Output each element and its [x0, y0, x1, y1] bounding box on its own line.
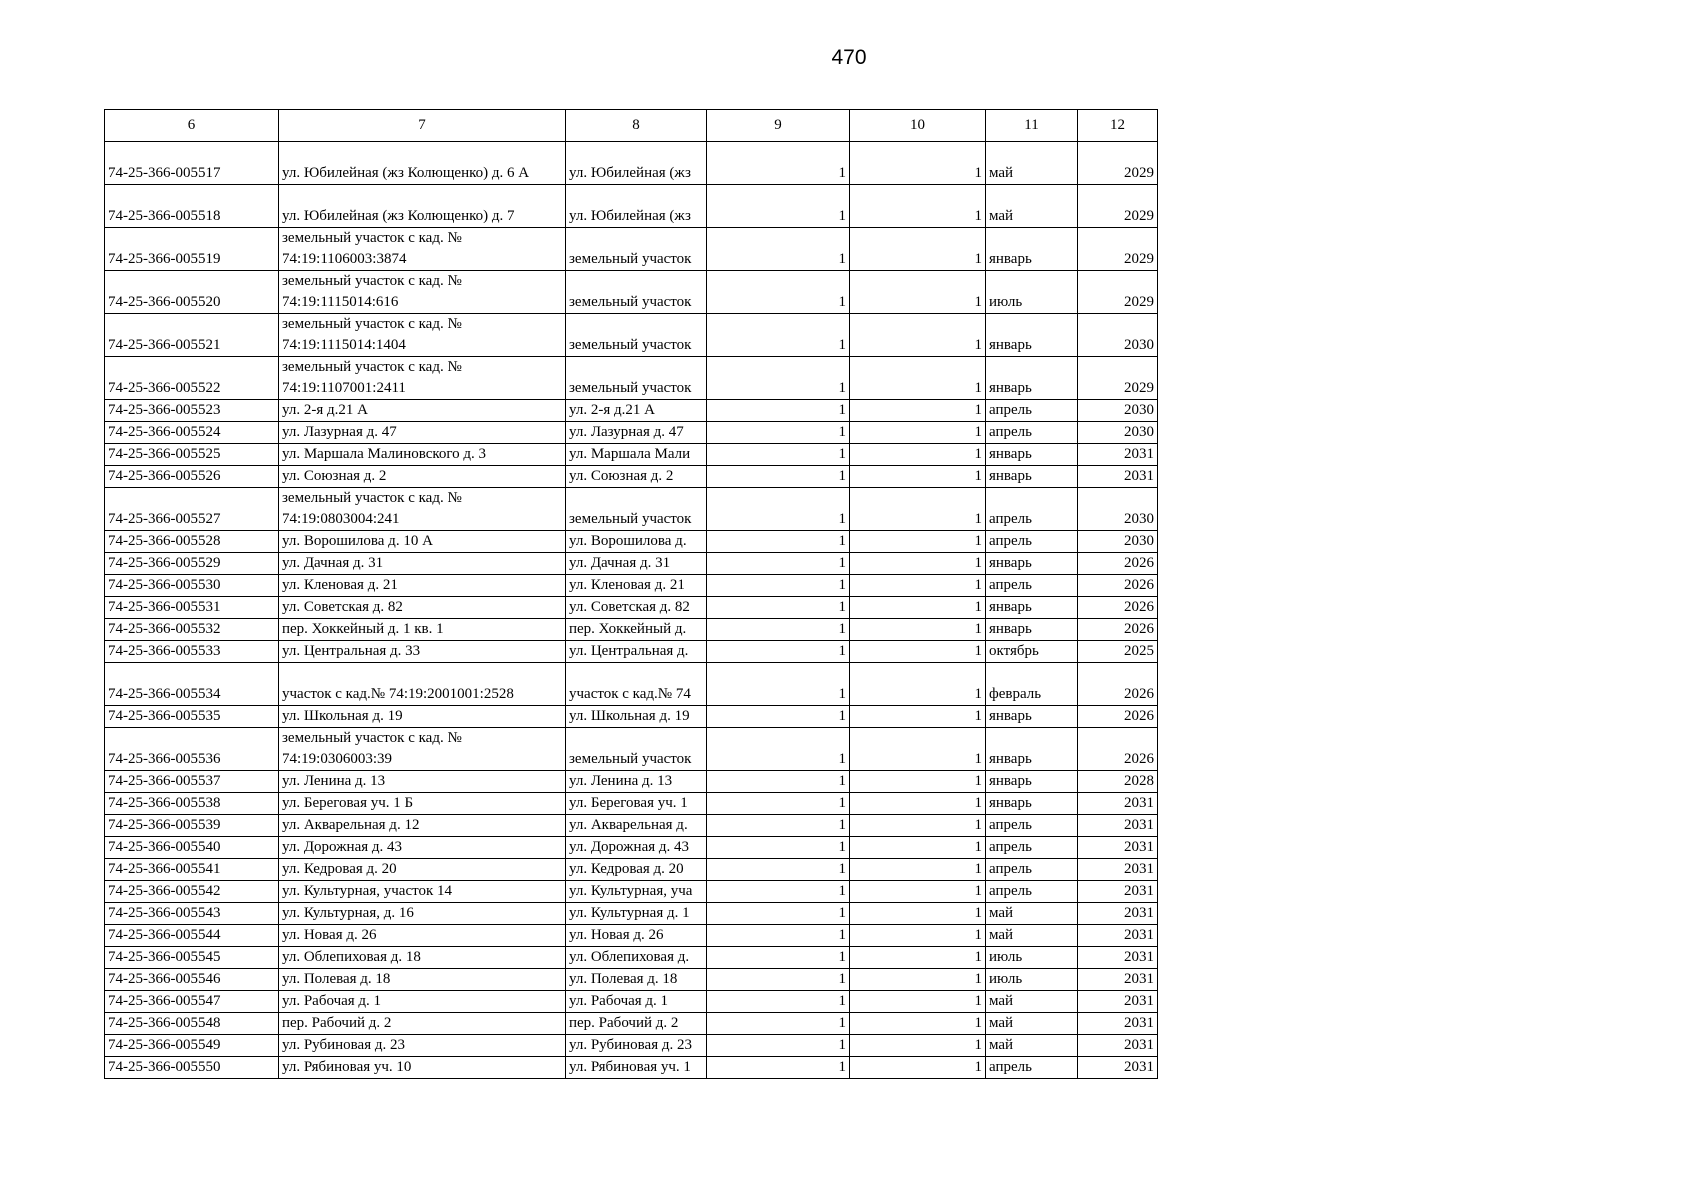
table-row — [105, 815, 1158, 837]
address-cell: земельный участок с кад. № 74:19:0306003:39 — [279, 728, 566, 771]
year-cell: 2025 — [1078, 641, 1158, 663]
column-9-cell: 1 — [707, 271, 850, 314]
table-header — [105, 110, 1158, 142]
table-row — [105, 969, 1158, 991]
object-id-cell: 74-25-366-005541 — [105, 859, 279, 881]
table-row — [105, 947, 1158, 969]
month-cell: январь — [986, 553, 1078, 575]
table-row — [105, 903, 1158, 925]
address-cell: ул. Кедровая д. 20 — [279, 859, 566, 881]
column-10-cell: 1 — [850, 793, 986, 815]
month-cell: апрель — [986, 1057, 1078, 1079]
address-cell: ул. Новая д. 26 — [279, 925, 566, 947]
short-address-cell: ул. Кедровая д. 20 — [566, 859, 707, 881]
short-address-cell: ул. Рубиновая д. 23 — [566, 1035, 707, 1057]
year-cell: 2030 — [1078, 488, 1158, 531]
object-id-cell: 74-25-366-005530 — [105, 575, 279, 597]
month-cell: январь — [986, 357, 1078, 400]
column-10-cell: 1 — [850, 1013, 986, 1035]
object-id-cell: 74-25-366-005543 — [105, 903, 279, 925]
short-address-cell: земельный участок — [566, 488, 707, 531]
year-cell: 2031 — [1078, 815, 1158, 837]
object-id-cell: 74-25-366-005534 — [105, 663, 279, 706]
short-address-cell: земельный участок — [566, 314, 707, 357]
column-10-cell: 1 — [850, 314, 986, 357]
month-cell: январь — [986, 706, 1078, 728]
object-id-cell: 74-25-366-005528 — [105, 531, 279, 553]
year-cell: 2030 — [1078, 531, 1158, 553]
object-id-cell: 74-25-366-005531 — [105, 597, 279, 619]
month-cell: январь — [986, 466, 1078, 488]
year-cell: 2029 — [1078, 142, 1158, 185]
table-row — [105, 925, 1158, 947]
column-10-cell: 1 — [850, 771, 986, 793]
column-10-cell: 1 — [850, 142, 986, 185]
table-row — [105, 1035, 1158, 1057]
object-id-cell: 74-25-366-005536 — [105, 728, 279, 771]
short-address-cell: пер. Рабочий д. 2 — [566, 1013, 707, 1035]
address-cell: ул. Ленина д. 13 — [279, 771, 566, 793]
month-cell: апрель — [986, 488, 1078, 531]
address-cell: ул. Береговая уч. 1 Б — [279, 793, 566, 815]
month-cell: апрель — [986, 422, 1078, 444]
column-9-cell: 1 — [707, 1057, 850, 1079]
year-cell: 2031 — [1078, 466, 1158, 488]
year-cell: 2031 — [1078, 1057, 1158, 1079]
month-cell: январь — [986, 597, 1078, 619]
table-row — [105, 466, 1158, 488]
column-9-cell: 1 — [707, 422, 850, 444]
short-address-cell: ул. Союзная д. 2 — [566, 466, 707, 488]
column-header: 9 — [707, 110, 850, 142]
short-address-cell: ул. Лазурная д. 47 — [566, 422, 707, 444]
column-10-cell: 1 — [850, 575, 986, 597]
address-cell: ул. Культурная, участок 14 — [279, 881, 566, 903]
month-cell: май — [986, 185, 1078, 228]
object-id-cell: 74-25-366-005535 — [105, 706, 279, 728]
column-9-cell: 1 — [707, 553, 850, 575]
address-cell: пер. Хоккейный д. 1 кв. 1 — [279, 619, 566, 641]
object-id-cell: 74-25-366-005521 — [105, 314, 279, 357]
column-10-cell: 1 — [850, 357, 986, 400]
table-row — [105, 422, 1158, 444]
address-cell: ул. Культурная, д. 16 — [279, 903, 566, 925]
year-cell: 2026 — [1078, 553, 1158, 575]
short-address-cell: земельный участок — [566, 357, 707, 400]
year-cell: 2031 — [1078, 991, 1158, 1013]
address-cell: ул. Рубиновая д. 23 — [279, 1035, 566, 1057]
column-9-cell: 1 — [707, 1013, 850, 1035]
year-cell: 2029 — [1078, 185, 1158, 228]
short-address-cell: участок с кад.№ 74 — [566, 663, 707, 706]
year-cell: 2030 — [1078, 400, 1158, 422]
column-10-cell: 1 — [850, 185, 986, 228]
year-cell: 2031 — [1078, 947, 1158, 969]
month-cell: май — [986, 1035, 1078, 1057]
month-cell: июль — [986, 969, 1078, 991]
object-id-cell: 74-25-366-005544 — [105, 925, 279, 947]
month-cell: январь — [986, 444, 1078, 466]
column-header: 7 — [279, 110, 566, 142]
object-id-cell: 74-25-366-005548 — [105, 1013, 279, 1035]
short-address-cell: земельный участок — [566, 271, 707, 314]
short-address-cell: ул. Кленовая д. 21 — [566, 575, 707, 597]
column-header: 12 — [1078, 110, 1158, 142]
year-cell: 2029 — [1078, 357, 1158, 400]
column-9-cell: 1 — [707, 619, 850, 641]
month-cell: апрель — [986, 837, 1078, 859]
column-10-cell: 1 — [850, 881, 986, 903]
table-row — [105, 859, 1158, 881]
column-10-cell: 1 — [850, 619, 986, 641]
column-9-cell: 1 — [707, 531, 850, 553]
month-cell: май — [986, 991, 1078, 1013]
short-address-cell: ул. Полевая д. 18 — [566, 969, 707, 991]
month-cell: октябрь — [986, 641, 1078, 663]
object-id-cell: 74-25-366-005533 — [105, 641, 279, 663]
address-cell: ул. Облепиховая д. 18 — [279, 947, 566, 969]
year-cell: 2028 — [1078, 771, 1158, 793]
short-address-cell: ул. Юбилейная (жз — [566, 185, 707, 228]
short-address-cell: земельный участок — [566, 228, 707, 271]
object-id-cell: 74-25-366-005522 — [105, 357, 279, 400]
table-body — [105, 142, 1158, 1079]
register-table — [104, 109, 1158, 1079]
column-header: 10 — [850, 110, 986, 142]
table-row — [105, 619, 1158, 641]
address-cell: участок с кад.№ 74:19:2001001:2528 — [279, 663, 566, 706]
address-cell: ул. Юбилейная (жз Колющенко) д. 7 — [279, 185, 566, 228]
short-address-cell: ул. Облепиховая д. — [566, 947, 707, 969]
year-cell: 2031 — [1078, 925, 1158, 947]
short-address-cell: ул. 2-я д.21 А — [566, 400, 707, 422]
column-10-cell: 1 — [850, 1057, 986, 1079]
column-9-cell: 1 — [707, 991, 850, 1013]
address-cell: пер. Рабочий д. 2 — [279, 1013, 566, 1035]
month-cell: май — [986, 925, 1078, 947]
column-9-cell: 1 — [707, 815, 850, 837]
object-id-cell: 74-25-366-005525 — [105, 444, 279, 466]
table-row — [105, 1057, 1158, 1079]
column-10-cell: 1 — [850, 947, 986, 969]
year-cell: 2030 — [1078, 314, 1158, 357]
year-cell: 2026 — [1078, 619, 1158, 641]
column-10-cell: 1 — [850, 444, 986, 466]
address-cell: земельный участок с кад. № 74:19:1115014:616 — [279, 271, 566, 314]
month-cell: май — [986, 1013, 1078, 1035]
object-id-cell: 74-25-366-005518 — [105, 185, 279, 228]
year-cell: 2029 — [1078, 271, 1158, 314]
year-cell: 2026 — [1078, 728, 1158, 771]
year-cell: 2031 — [1078, 1013, 1158, 1035]
table-row — [105, 837, 1158, 859]
table-row — [105, 641, 1158, 663]
table-row — [105, 663, 1158, 706]
column-9-cell: 1 — [707, 925, 850, 947]
address-cell: ул. Рябиновая уч. 10 — [279, 1057, 566, 1079]
column-10-cell: 1 — [850, 553, 986, 575]
address-cell: ул. Рабочая д. 1 — [279, 991, 566, 1013]
object-id-cell: 74-25-366-005520 — [105, 271, 279, 314]
table-row — [105, 314, 1158, 357]
column-9-cell: 1 — [707, 793, 850, 815]
month-cell: январь — [986, 793, 1078, 815]
column-9-cell: 1 — [707, 663, 850, 706]
table-row — [105, 271, 1158, 314]
short-address-cell: ул. Школьная д. 19 — [566, 706, 707, 728]
table-row — [105, 228, 1158, 271]
table-row — [105, 597, 1158, 619]
column-9-cell: 1 — [707, 837, 850, 859]
column-9-cell: 1 — [707, 357, 850, 400]
column-10-cell: 1 — [850, 663, 986, 706]
table-row — [105, 991, 1158, 1013]
column-9-cell: 1 — [707, 903, 850, 925]
address-cell: земельный участок с кад. № 74:19:1107001:2411 — [279, 357, 566, 400]
column-10-cell: 1 — [850, 815, 986, 837]
object-id-cell: 74-25-366-005529 — [105, 553, 279, 575]
short-address-cell: ул. Новая д. 26 — [566, 925, 707, 947]
table-row — [105, 728, 1158, 771]
year-cell: 2026 — [1078, 706, 1158, 728]
table-row — [105, 575, 1158, 597]
year-cell: 2026 — [1078, 597, 1158, 619]
address-cell: ул. Лазурная д. 47 — [279, 422, 566, 444]
address-cell: ул. Полевая д. 18 — [279, 969, 566, 991]
column-9-cell: 1 — [707, 142, 850, 185]
table-row — [105, 1013, 1158, 1035]
table-row — [105, 793, 1158, 815]
address-cell: ул. Юбилейная (жз Колющенко) д. 6 А — [279, 142, 566, 185]
table-row — [105, 531, 1158, 553]
column-10-cell: 1 — [850, 422, 986, 444]
column-9-cell: 1 — [707, 597, 850, 619]
column-10-cell: 1 — [850, 991, 986, 1013]
column-9-cell: 1 — [707, 771, 850, 793]
column-10-cell: 1 — [850, 641, 986, 663]
column-9-cell: 1 — [707, 881, 850, 903]
month-cell: январь — [986, 728, 1078, 771]
address-cell: земельный участок с кад. № 74:19:1106003:3874 — [279, 228, 566, 271]
column-9-cell: 1 — [707, 947, 850, 969]
year-cell: 2031 — [1078, 444, 1158, 466]
month-cell: июль — [986, 947, 1078, 969]
year-cell: 2031 — [1078, 1035, 1158, 1057]
short-address-cell: ул. Рябиновая уч. 1 — [566, 1057, 707, 1079]
table-row — [105, 400, 1158, 422]
year-cell: 2026 — [1078, 663, 1158, 706]
object-id-cell: 74-25-366-005540 — [105, 837, 279, 859]
address-cell: земельный участок с кад. № 74:19:0803004:241 — [279, 488, 566, 531]
month-cell: апрель — [986, 815, 1078, 837]
column-10-cell: 1 — [850, 706, 986, 728]
column-10-cell: 1 — [850, 400, 986, 422]
header-row — [105, 110, 1158, 142]
month-cell: январь — [986, 619, 1078, 641]
column-9-cell: 1 — [707, 228, 850, 271]
column-9-cell: 1 — [707, 466, 850, 488]
column-10-cell: 1 — [850, 859, 986, 881]
column-header: 6 — [105, 110, 279, 142]
column-9-cell: 1 — [707, 314, 850, 357]
year-cell: 2031 — [1078, 969, 1158, 991]
column-10-cell: 1 — [850, 969, 986, 991]
month-cell: январь — [986, 314, 1078, 357]
column-9-cell: 1 — [707, 400, 850, 422]
year-cell: 2026 — [1078, 575, 1158, 597]
address-cell: ул. Школьная д. 19 — [279, 706, 566, 728]
column-10-cell: 1 — [850, 228, 986, 271]
short-address-cell: ул. Ворошилова д. — [566, 531, 707, 553]
column-header: 11 — [986, 110, 1078, 142]
table-row — [105, 185, 1158, 228]
table-row — [105, 357, 1158, 400]
address-cell: ул. Акварельная д. 12 — [279, 815, 566, 837]
short-address-cell: земельный участок — [566, 728, 707, 771]
column-header: 8 — [566, 110, 707, 142]
year-cell: 2031 — [1078, 793, 1158, 815]
year-cell: 2029 — [1078, 228, 1158, 271]
address-cell: земельный участок с кад. № 74:19:1115014:1404 — [279, 314, 566, 357]
month-cell: апрель — [986, 400, 1078, 422]
month-cell: апрель — [986, 859, 1078, 881]
column-10-cell: 1 — [850, 837, 986, 859]
short-address-cell: ул. Культурная, уча — [566, 881, 707, 903]
object-id-cell: 74-25-366-005532 — [105, 619, 279, 641]
column-9-cell: 1 — [707, 728, 850, 771]
column-10-cell: 1 — [850, 271, 986, 314]
object-id-cell: 74-25-366-005550 — [105, 1057, 279, 1079]
column-9-cell: 1 — [707, 185, 850, 228]
short-address-cell: ул. Маршала Мали — [566, 444, 707, 466]
object-id-cell: 74-25-366-005545 — [105, 947, 279, 969]
address-cell: ул. Дорожная д. 43 — [279, 837, 566, 859]
table-row — [105, 488, 1158, 531]
column-9-cell: 1 — [707, 859, 850, 881]
year-cell: 2031 — [1078, 837, 1158, 859]
month-cell: июль — [986, 271, 1078, 314]
short-address-cell: ул. Ленина д. 13 — [566, 771, 707, 793]
address-cell: ул. Советская д. 82 — [279, 597, 566, 619]
object-id-cell: 74-25-366-005546 — [105, 969, 279, 991]
address-cell: ул. 2-я д.21 А — [279, 400, 566, 422]
column-9-cell: 1 — [707, 969, 850, 991]
column-9-cell: 1 — [707, 488, 850, 531]
year-cell: 2030 — [1078, 422, 1158, 444]
short-address-cell: ул. Центральная д. — [566, 641, 707, 663]
object-id-cell: 74-25-366-005538 — [105, 793, 279, 815]
table-row — [105, 142, 1158, 185]
short-address-cell: ул. Дорожная д. 43 — [566, 837, 707, 859]
column-9-cell: 1 — [707, 641, 850, 663]
year-cell: 2031 — [1078, 859, 1158, 881]
column-9-cell: 1 — [707, 706, 850, 728]
address-cell: ул. Кленовая д. 21 — [279, 575, 566, 597]
short-address-cell: ул. Дачная д. 31 — [566, 553, 707, 575]
month-cell: февраль — [986, 663, 1078, 706]
table-row — [105, 553, 1158, 575]
column-10-cell: 1 — [850, 531, 986, 553]
month-cell: январь — [986, 228, 1078, 271]
object-id-cell: 74-25-366-005527 — [105, 488, 279, 531]
object-id-cell: 74-25-366-005549 — [105, 1035, 279, 1057]
object-id-cell: 74-25-366-005523 — [105, 400, 279, 422]
short-address-cell: ул. Акварельная д. — [566, 815, 707, 837]
column-9-cell: 1 — [707, 575, 850, 597]
address-cell: ул. Центральная д. 33 — [279, 641, 566, 663]
column-10-cell: 1 — [850, 728, 986, 771]
table-row — [105, 444, 1158, 466]
short-address-cell: ул. Культурная д. 1 — [566, 903, 707, 925]
month-cell: январь — [986, 771, 1078, 793]
object-id-cell: 74-25-366-005526 — [105, 466, 279, 488]
year-cell: 2031 — [1078, 903, 1158, 925]
column-10-cell: 1 — [850, 597, 986, 619]
table-row — [105, 881, 1158, 903]
column-10-cell: 1 — [850, 1035, 986, 1057]
object-id-cell: 74-25-366-005524 — [105, 422, 279, 444]
column-10-cell: 1 — [850, 488, 986, 531]
year-cell: 2031 — [1078, 881, 1158, 903]
object-id-cell: 74-25-366-005542 — [105, 881, 279, 903]
short-address-cell: ул. Рабочая д. 1 — [566, 991, 707, 1013]
short-address-cell: пер. Хоккейный д. — [566, 619, 707, 641]
short-address-cell: ул. Береговая уч. 1 — [566, 793, 707, 815]
column-10-cell: 1 — [850, 466, 986, 488]
address-cell: ул. Союзная д. 2 — [279, 466, 566, 488]
object-id-cell: 74-25-366-005537 — [105, 771, 279, 793]
column-10-cell: 1 — [850, 925, 986, 947]
object-id-cell: 74-25-366-005547 — [105, 991, 279, 1013]
month-cell: май — [986, 903, 1078, 925]
address-cell: ул. Ворошилова д. 10 А — [279, 531, 566, 553]
object-id-cell: 74-25-366-005519 — [105, 228, 279, 271]
table-row — [105, 771, 1158, 793]
page-number: 470 — [831, 46, 867, 69]
month-cell: май — [986, 142, 1078, 185]
short-address-cell: ул. Юбилейная (жз — [566, 142, 707, 185]
month-cell: апрель — [986, 575, 1078, 597]
object-id-cell: 74-25-366-005539 — [105, 815, 279, 837]
object-id-cell: 74-25-366-005517 — [105, 142, 279, 185]
column-9-cell: 1 — [707, 444, 850, 466]
month-cell: апрель — [986, 531, 1078, 553]
address-cell: ул. Дачная д. 31 — [279, 553, 566, 575]
month-cell: апрель — [986, 881, 1078, 903]
address-cell: ул. Маршала Малиновского д. 3 — [279, 444, 566, 466]
column-9-cell: 1 — [707, 1035, 850, 1057]
short-address-cell: ул. Советская д. 82 — [566, 597, 707, 619]
column-10-cell: 1 — [850, 903, 986, 925]
table-row — [105, 706, 1158, 728]
